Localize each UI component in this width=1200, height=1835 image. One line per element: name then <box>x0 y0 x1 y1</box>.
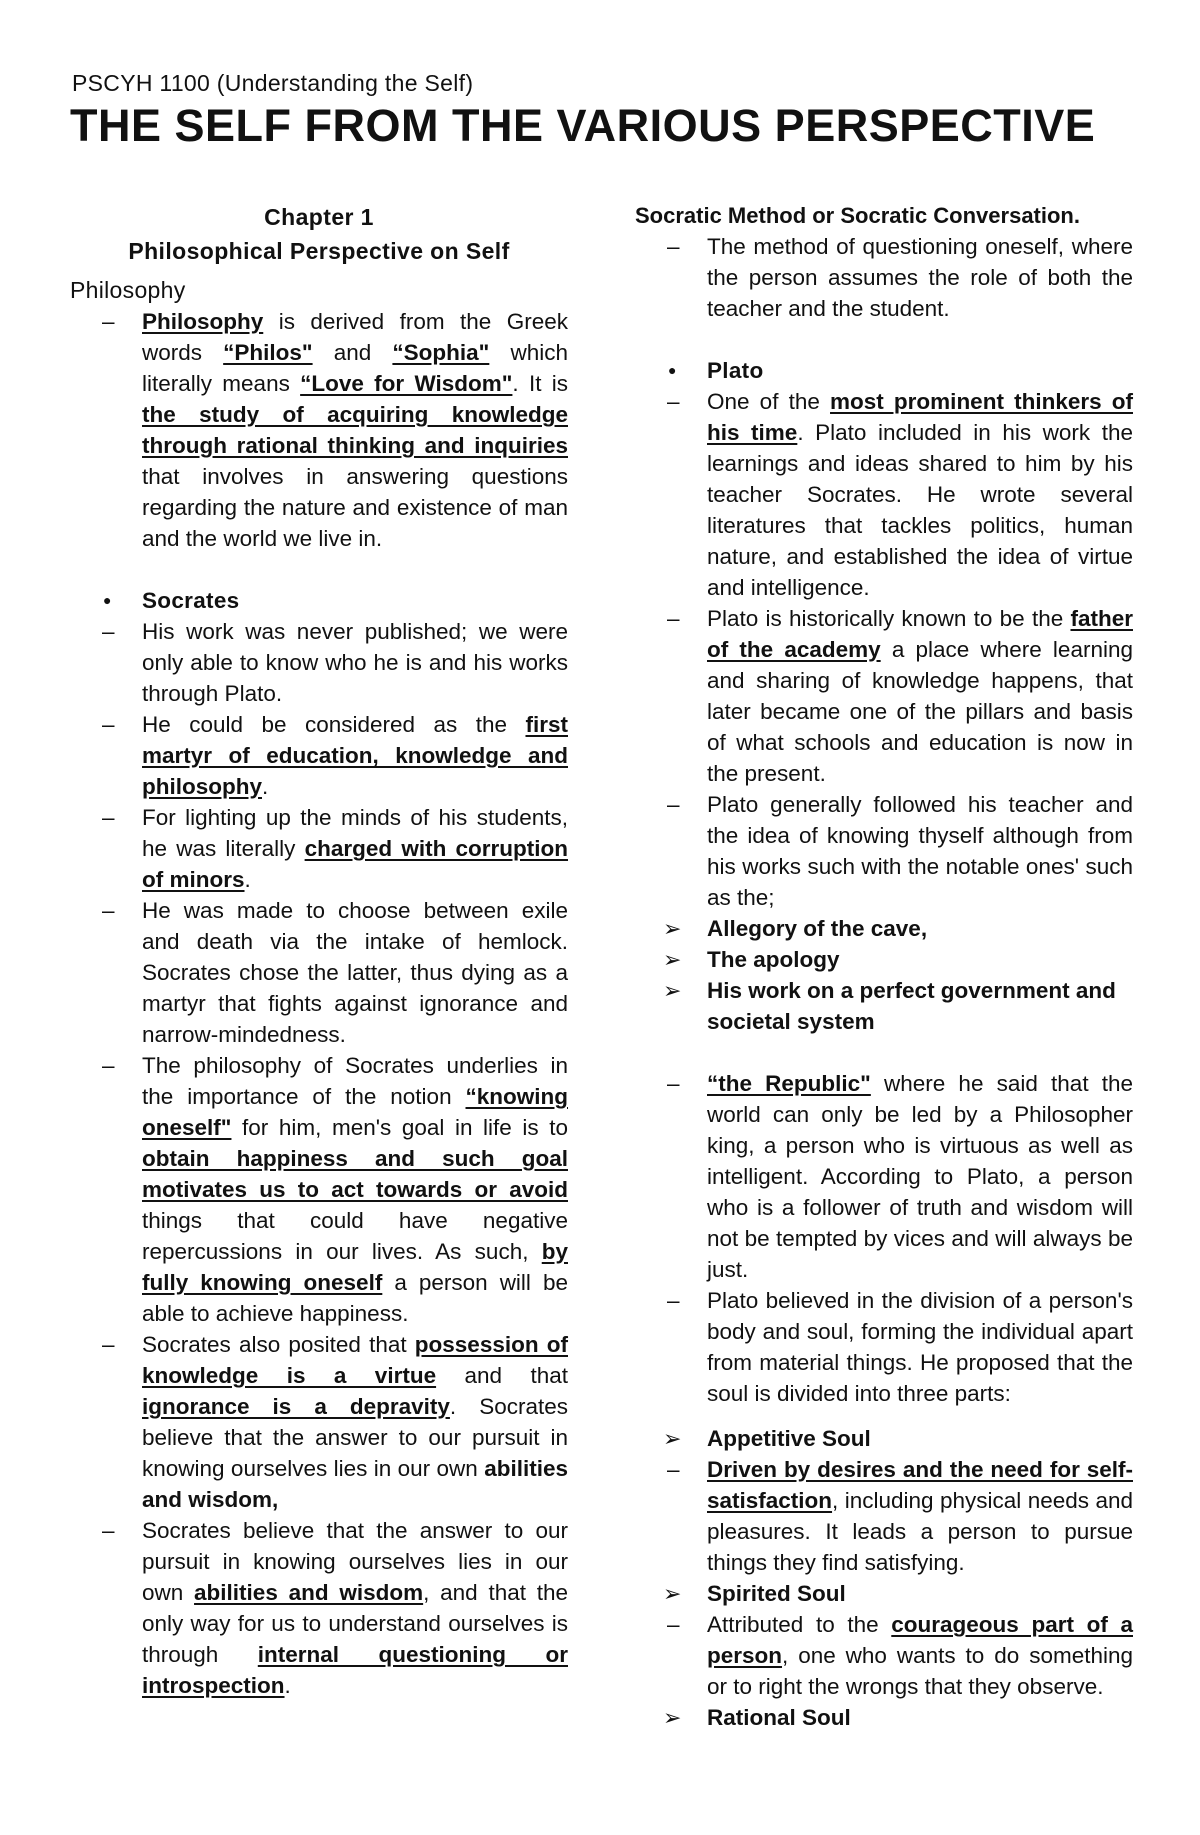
work-the-apology: ➢ The apology <box>635 944 1133 975</box>
socratic-method-definition: – The method of questioning oneself, where the person assumes the role of both the teacher and the student. <box>635 231 1133 324</box>
course-code: PSCYH 1100 (Understanding the Self) <box>72 70 474 96</box>
left-column <box>70 200 568 1701</box>
work-allegory-of-the-cave: ➢ Allegory of the cave, <box>635 913 1133 944</box>
chapter-number: Chapter 1 <box>264 204 374 230</box>
socrates-point-6: – Socrates also posited that possession of knowledge is a virtue and that ignorance is a depravity. Socrates believe that the answer to our pursuit in knowing ourselves lies in our own abilities and wisdom, <box>70 1329 568 1515</box>
work-perfect-government: ➢ His work on a perfect government and societal system <box>635 975 1133 1037</box>
soul-spirited: ➢ Spirited Soul <box>635 1578 1133 1609</box>
bullet-plato: ● Plato <box>635 355 1133 386</box>
socrates-point-1: – His work was never published; we were only able to know who he is and his works through Plato. <box>70 616 568 709</box>
soul-appetitive: ➢ Appetitive Soul <box>635 1423 1133 1454</box>
plato-point-1: – One of the most prominent thinkers of his time. Plato included in his work the learnings and ideas shared to him by his teacher Socrates. He wrote several literatures that tackles politics, human nature, and established the idea of virtue and intelligence. <box>635 386 1133 603</box>
appetitive-description: – Driven by desires and the need for self-satisfaction, including physical needs and pleasures. It leads a person to pursue things they find satisfying. <box>635 1454 1133 1578</box>
section-heading-philosophy: Philosophy <box>70 277 186 303</box>
section-heading-socratic-method: Socratic Method or Socratic Conversation. <box>635 203 1080 228</box>
plato-point-2: – Plato is historically known to be the father of the academy a place where learning and sharing of knowledge happens, that later became one of the pillars and basis of what schools and education is now in the present. <box>635 603 1133 789</box>
socrates-point-3: – For lighting up the minds of his students, he was literally charged with corruption of minors. <box>70 802 568 895</box>
socrates-point-4: – He was made to choose between exile and death via the intake of hemlock. Socrates chose the latter, thus dying as a martyr that fights against ignorance and narrow-mindedness. <box>70 895 568 1050</box>
bullet-socrates: ● Socrates <box>70 585 568 616</box>
plato-point-soul-division: – Plato believed in the division of a person's body and soul, forming the individual apart from material things. He proposed that the soul is divided into three parts: <box>635 1285 1133 1409</box>
right-column <box>635 200 1133 1733</box>
spirited-description: – Attributed to the courageous part of a person, one who wants to do something or to right the wrongs that they observe. <box>635 1609 1133 1702</box>
socrates-point-7: – Socrates believe that the answer to our pursuit in knowing ourselves lies in our own abilities and wisdom, and that the only way for us to understand ourselves is through internal questioning or introspection. <box>70 1515 568 1701</box>
document-title: THE SELF FROM THE VARIOUS PERSPECTIVE <box>70 100 1096 151</box>
socrates-point-5: – The philosophy of Socrates underlies in the importance of the notion “knowing oneself" for him, men's goal in life is to obtain happiness and such goal motivates us to act towards or avoid things that could have negative repercussions in our lives. As such, by fully knowing oneself a person will be able to achieve happiness. <box>70 1050 568 1329</box>
socrates-point-2: – He could be considered as the first martyr of education, knowledge and philosophy. <box>70 709 568 802</box>
chapter-title: Philosophical Perspective on Self <box>128 238 510 264</box>
plato-point-3: – Plato generally followed his teacher and the idea of knowing thyself although from his works such with the notable ones' such as the; <box>635 789 1133 913</box>
philosophy-definition: – Philosophy is derived from the Greek words “Philos" and “Sophia" which literally means “Love for Wisdom". It is the study of acquiring knowledge through rational thinking and inquiries that involves in answering questions regarding the nature and existence of man and the world we live in. <box>70 306 568 554</box>
plato-point-republic: – “the Republic" where he said that the world can only be led by a Philosopher king, a person who is virtuous as well as intelligent. According to Plato, a person who is a follower of truth and wisdom will not be tempted by vices and will always be just. <box>635 1068 1133 1285</box>
soul-rational: ➢ Rational Soul <box>635 1702 1133 1733</box>
